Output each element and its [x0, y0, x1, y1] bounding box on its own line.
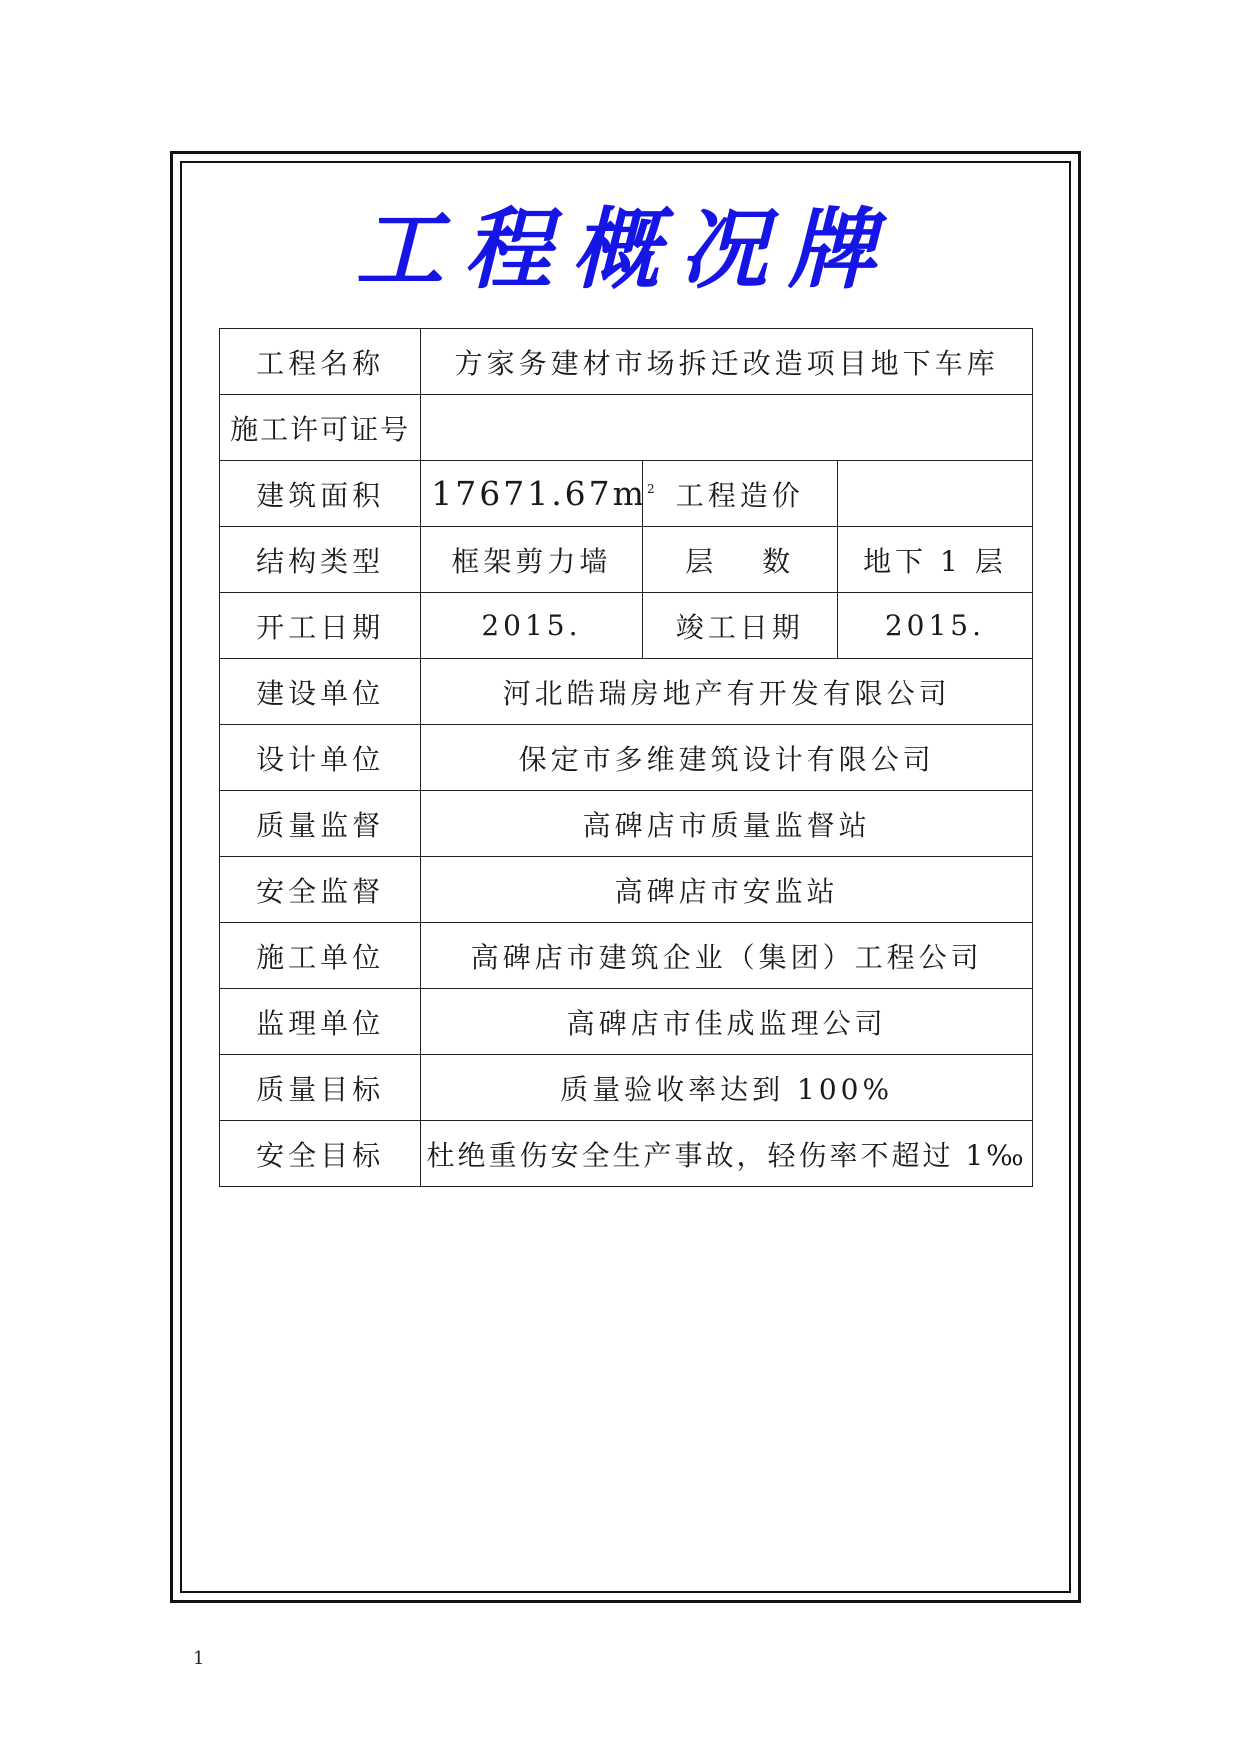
- completion-date-label: 竣工日期: [642, 593, 837, 659]
- quality-goal-value: 质量验收率达到 100%: [421, 1055, 1033, 1121]
- building-area-label: 建筑面积: [220, 461, 421, 527]
- floors-value: 地下 1 层: [837, 527, 1032, 593]
- building-area-value: [421, 461, 655, 527]
- project-cost-label: 工程造价: [642, 461, 837, 527]
- completion-date-value: 2015.: [837, 593, 1032, 659]
- project-name-value: 方家务建材市场拆迁改造项目地下车库: [421, 329, 1033, 395]
- quality-goal-label: 质量目标: [220, 1055, 421, 1121]
- table-row: [220, 989, 1033, 1055]
- table-row: [220, 329, 1033, 395]
- table-row: [220, 923, 1033, 989]
- start-date-label: 开工日期: [220, 593, 421, 659]
- contractor-value: 高碑店市建筑企业（集团）工程公司: [421, 923, 1033, 989]
- supervisor-value: 高碑店市佳成监理公司: [421, 989, 1033, 1055]
- project-name-label: 工程名称: [220, 329, 421, 395]
- permit-number-value: [421, 395, 1033, 461]
- building-area-number: 17671.67m: [431, 474, 647, 513]
- designer-label: 设计单位: [220, 725, 421, 791]
- quality-supervision-value: 高碑店市质量监督站: [421, 791, 1033, 857]
- permit-number-label: 施工许可证号: [220, 395, 421, 461]
- start-date-value: 2015.: [421, 593, 642, 659]
- table-row: [220, 791, 1033, 857]
- table-row: [220, 1121, 1033, 1187]
- table-row: [220, 725, 1033, 791]
- table-row: [220, 461, 1033, 527]
- safety-supervision-value: 高碑店市安监站: [421, 857, 1033, 923]
- quality-supervision-label: 质量监督: [220, 791, 421, 857]
- safety-goal-label: 安全目标: [220, 1121, 421, 1187]
- table-row: [220, 593, 1033, 659]
- area-unit-superscript: 2: [646, 482, 655, 496]
- safety-supervision-label: 安全监督: [220, 857, 421, 923]
- structure-type-label: 结构类型: [220, 527, 421, 593]
- safety-goal-value: 杜绝重伤安全生产事故，轻伤率不超过 1‰: [421, 1121, 1033, 1187]
- builder-value: 河北皓瑞房地产有开发有限公司: [421, 659, 1033, 725]
- contractor-label: 施工单位: [220, 923, 421, 989]
- structure-type-value: 框架剪力墙: [421, 527, 642, 593]
- document-title: 工程概况牌: [355, 198, 896, 301]
- table-row: [220, 527, 1033, 593]
- table-row: [220, 659, 1033, 725]
- builder-label: 建设单位: [220, 659, 421, 725]
- table-row: [220, 1055, 1033, 1121]
- table-row: [220, 395, 1033, 461]
- project-cost-value: [837, 461, 1032, 527]
- table-row: [220, 857, 1033, 923]
- project-info-table: [219, 328, 1033, 1187]
- supervisor-label: 监理单位: [220, 989, 421, 1055]
- designer-value: 保定市多维建筑设计有限公司: [421, 725, 1033, 791]
- page-number: 1: [193, 1648, 205, 1669]
- floors-label: 层 数: [642, 527, 837, 593]
